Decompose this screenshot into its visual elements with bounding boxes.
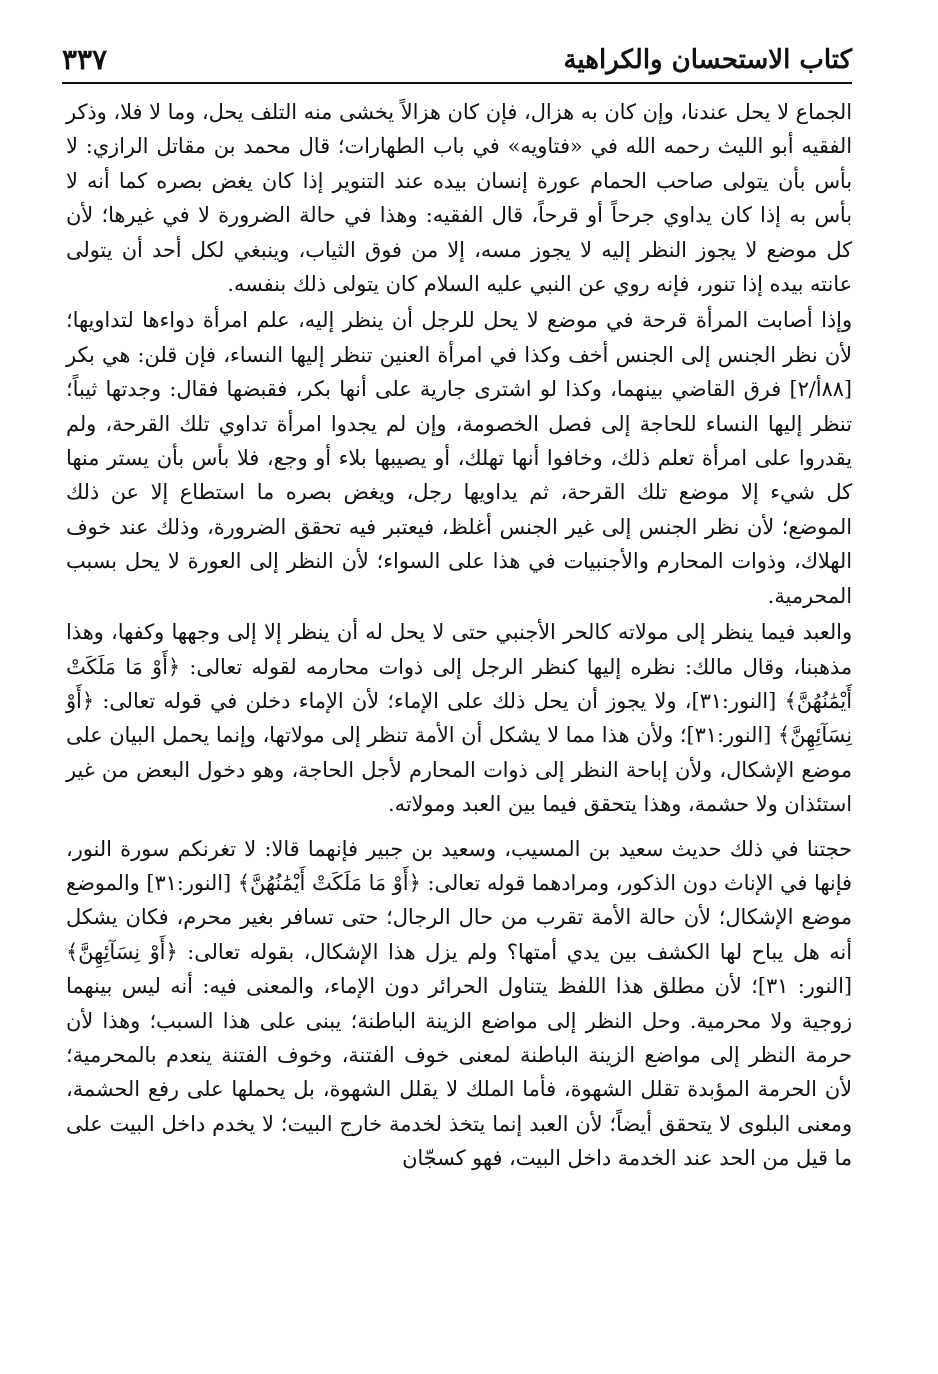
page-header <box>62 40 852 80</box>
header-rule <box>62 82 852 84</box>
paragraph: حجتنا في ذلك حديث سعيد بن المسيب، وسعيد بن جبير فإنهما قالا: لا تغرنكم سورة النور، فإنها في الإناث دون الذكور، ومرادهما قوله تعالى: ﴿أَوْ مَا مَلَكَتْ أَيْمَٰنُهُنَّ﴾ [النور:٣١] والموضع موضع الإشكال؛ لأن حالة الأمة تقرب من حال الرجال؛ حتى تسافر بغير محرم، فكان يشكل أنه هل يباح لها الكشف بين يدي أمتها؟ ولم يزل هذا الإشكال، بقوله تعالى: ﴿أَوْ نِسَآئِهِنَّ﴾ [النور: ٣١]؛ لأن مطلق هذا اللفظ يتناول الحرائر دون الإماء، والمعنى فيه: أنه ليس بينهما زوجية ولا محرمية. وحل النظر إلى مواضع الزينة الباطنة؛ يبنى على هذا السبب؛ وهذا لأن حرمة النظر إلى مواضع الزينة الباطنة لمعنى خوف الفتنة، وخوف الفتنة ينعدم بالمحرمية؛ لأن الحرمة المؤبدة تقلل الشهوة، فأما الملك لا يقلل الشهوة، بل يحملها على رفع الحشمة، ومعنى البلوى لا يتحقق أيضاً؛ لأن العبد إنما يتخذ لخدمة خارج البيت؛ لا يخدم داخل البيت على ما قيل من الحد عند الخدمة داخل البيت، فهو كسجّان <box>66 836 852 1171</box>
page-body <box>66 95 852 1334</box>
running-title: كتاب الاستحسان والكراهية <box>563 45 852 75</box>
page-number: ٣٣٧ <box>62 43 108 76</box>
paragraph: وإذا أصابت المرأة قرحة في موضع لا يحل للرجل أن ينظر إليه، علم امرأة دواءها لتداويها؛ لأن نظر الجنس إلى الجنس أخف وكذا في امرأة العنين تنظر إليها النساء، فإن قلن: هي بكر [٨٨أ/٢] فرق القاضي بينهما، وكذا لو اشترى جارية على أنها بكر، فقبضها فقال: وجدتها ثيباً؛ تنظر إليها النساء للحاجة إلى فصل الخصومة، وإن لم يجدوا امرأة تداوي تلك القرحة، ولم يقدروا على امرأة تعلم ذلك، وخافوا أنها تهلك، أو يصيبها بلاء أو وجع، فلا بأس بأن يستر منها كل شيء إلا موضع تلك القرحة، ثم يداويها رجل، ويغض بصره ما استطاع إلا عن ذلك الموضع؛ لأن نظر الجنس إلى غير الجنس أغلظ، فيعتبر فيه تحقق الضرورة، وذلك عند خوف الهلاك، وذوات المحارم والأجنبيات في هذا على السواء؛ لأن النظر إلى العورة لا يحل بسبب المحرمية. <box>66 308 852 608</box>
paragraph: والعبد فيما ينظر إلى مولاته كالحر الأجنبي حتى لا يحل له أن ينظر إلا إلى وجهها وكفها، وهذا مذهبنا، وقال مالك: نظره إليها كنظر الرجل إلى ذوات محارمه لقوله تعالى: ﴿أَوْ مَا مَلَكَتْ أَيْمَٰنُهُنَّ﴾ [النور:٣١]، ولا يجوز أن يحل ذلك على الإماء؛ لأن الإماء دخلن في قوله تعالى: ﴿أَوْ نِسَآئِهِنَّ﴾ [النور:٣١]؛ ولأن هذا مما لا يشكل أن الأمة تنظر إلى مولاتها، وإنما يحمل البيان على موضع الإشكال، ولأن إباحة النظر إلى ذوات المحارم لأجل الحاجة، وهو دخول البعض من غير استئذان ولا حشمة، وهذا يتحقق فيما بين العبد ومولاته. <box>66 620 852 817</box>
paragraph: الجماع لا يحل عندنا، وإن كان به هزال، فإن كان هزالاً يخشى منه التلف يحل، وما لا فلا، وذكر الفقيه أبو الليث رحمه الله في «فتاويه» في باب الطهارات؛ قال محمد بن مقاتل الرازي: لا بأس بأن يتولى صاحب الحمام عورة إنسان بيده عند التنوير إذا كان يغض بصره كما أنه لا بأس به إذا كان يداوي جرحاً أو قرحاً، قال الفقيه: وهذا في حالة الضرورة لا في غيرها؛ لأن كل موضع لا يجوز النظر إليه لا يجوز مسه، إلا من فوق الثياب، وينبغي لكل أحد أن يتولى عانته بيده إذا تنور، فإنه روي عن النبي عليه السلام كان يتولى ذلك بنفسه. <box>66 100 852 297</box>
